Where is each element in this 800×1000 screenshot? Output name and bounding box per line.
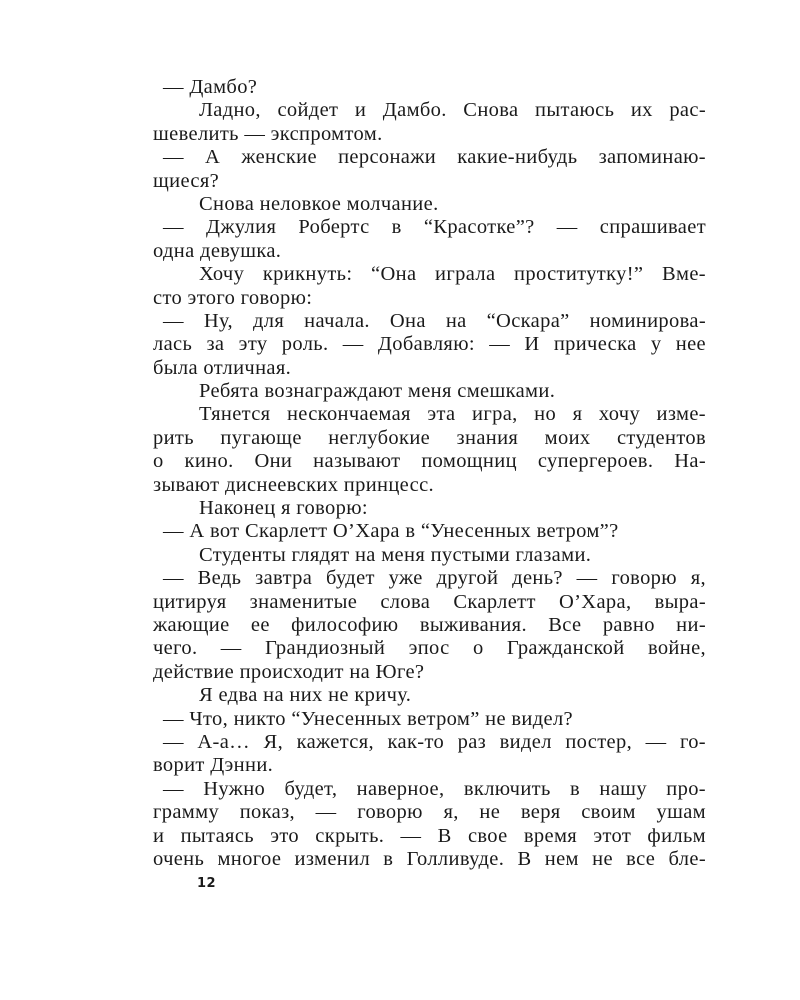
- text-line: — Джулия Робертс в “Красотке”? — спрашивает: [163, 216, 706, 239]
- text-line: щиеся?: [153, 169, 220, 192]
- text-line: одна девушка.: [153, 239, 282, 262]
- text-line: Хочу крикнуть: “Она играла проститутку!” Вме-: [199, 263, 706, 286]
- text-line: лась за эту роль. — Добавляю: — И прическа у нее: [153, 333, 706, 356]
- body-text: [153, 76, 706, 871]
- text-line: — А-а… Я, кажется, как-то раз видел постер, — го-: [163, 730, 706, 753]
- text-line: и пытаясь это скрыть. — В свое время этот фильм: [153, 824, 706, 847]
- text-line: жающие ее философию выживания. Все равно ни-: [153, 613, 706, 636]
- text-line: была отличная.: [153, 356, 292, 379]
- text-line: цитируя знаменитые слова Скарлетт О’Хара, выра-: [153, 590, 706, 613]
- text-line: — Дамбо?: [163, 76, 258, 98]
- text-line: о кино. Они называют помощниц супергероев. На-: [153, 450, 706, 473]
- text-line: — Нужно будет, наверное, включить в нашу про-: [163, 777, 706, 800]
- text-line: — Что, никто “Унесенных ветром” не видел?: [163, 707, 573, 730]
- text-line: — А вот Скарлетт О’Хара в “Унесенных ветром”?: [163, 520, 619, 543]
- text-line: очень многое изменил в Голливуде. В нем не все бле-: [153, 847, 706, 870]
- text-line: грамму показ, — говорю я, не веря своим ушам: [153, 801, 706, 824]
- page-number: 12: [197, 876, 217, 891]
- text-line: действие происходит на Юге?: [153, 660, 425, 683]
- text-line: — Ну, для начала. Она на “Оскара” номинирова-: [163, 309, 706, 332]
- text-line: ворит Дэнни.: [153, 754, 274, 777]
- text-line: Студенты глядят на меня пустыми глазами.: [199, 543, 592, 566]
- text-line: — А женские персонажи какие-нибудь запоминаю-: [163, 146, 706, 169]
- text-line: Ребята вознаграждают меня смешками.: [199, 380, 556, 403]
- text-line: зывают диснеевских принцесс.: [153, 473, 435, 496]
- text-line: сто этого говорю:: [153, 286, 313, 309]
- text-line: чего. — Грандиозный эпос о Гражданской войне,: [153, 637, 706, 660]
- text-line: рить пугающе неглубокие знания моих студентов: [153, 426, 706, 449]
- text-line: — Ведь завтра будет уже другой день? — говорю я,: [163, 567, 706, 590]
- text-line: Я едва на них не кричу.: [199, 684, 412, 707]
- text-line: Наконец я говорю:: [199, 497, 368, 520]
- text-line: Снова неловкое молчание.: [199, 192, 439, 215]
- text-line: шевелить — экспромтом.: [153, 122, 383, 145]
- text-line: Тянется нескончаемая эта игра, но я хочу изме-: [199, 403, 706, 426]
- text-line: Ладно, сойдет и Дамбо. Снова пытаюсь их рас-: [199, 99, 706, 122]
